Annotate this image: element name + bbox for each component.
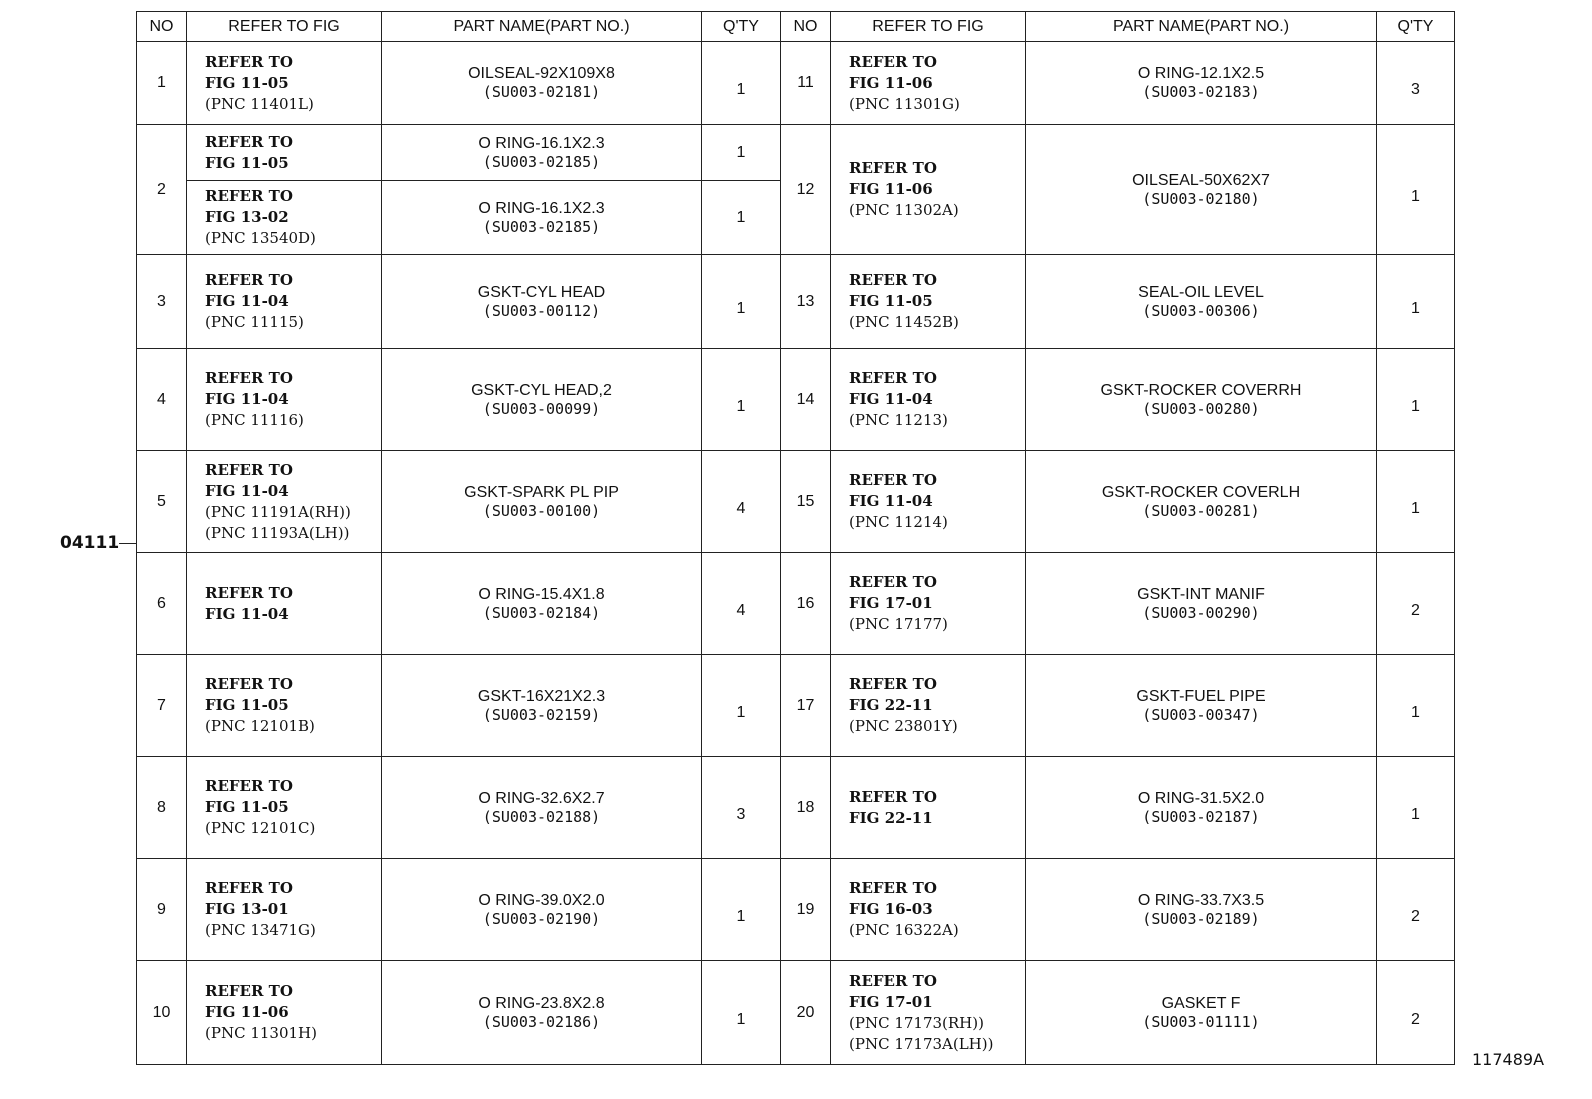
part-name: GASKET F	[1161, 994, 1241, 1012]
refer-line: REFER TO	[849, 675, 937, 693]
table-row	[137, 255, 1455, 349]
part-cell-right	[1026, 961, 1377, 1065]
qty-value: 1	[736, 1010, 746, 1028]
qty-cell-left: 1	[702, 125, 781, 181]
header-part-left: PART NAME(PART NO.)	[382, 12, 702, 42]
qty-value: 1	[736, 907, 746, 925]
refer-line: FIG 17-01	[849, 594, 933, 612]
part-number: (SU003-02189)	[1142, 909, 1260, 928]
refer-line: FIG 13-02	[205, 208, 289, 226]
refer-line: FIG 13-01	[205, 900, 289, 918]
item-no-right: 12	[781, 125, 831, 255]
item-no-right: 19	[781, 859, 831, 961]
part-number: (SU003-01111)	[1142, 1012, 1260, 1031]
qty-value: 1	[1411, 499, 1420, 517]
part-number: (SU003-00280)	[1142, 399, 1260, 418]
item-no-left: 6	[137, 553, 187, 655]
part-number: (SU003-02186)	[482, 1012, 601, 1031]
qty-value: 1	[1411, 397, 1420, 415]
item-no-left: 8	[137, 757, 187, 859]
item-no-left: 3	[137, 255, 187, 349]
pnc-code: (PNC 23801Y)	[849, 717, 958, 735]
part-cell-left	[382, 553, 702, 655]
part-number: (SU003-02190)	[482, 909, 601, 928]
refer-line: REFER TO	[205, 132, 293, 151]
part-cell-right	[1026, 349, 1377, 451]
part-name: GSKT-ROCKER COVERRH	[1100, 381, 1302, 399]
qty-cell-right	[1377, 553, 1455, 655]
pnc-code: (PNC 11301H)	[205, 1024, 317, 1042]
qty-value: 4	[736, 601, 746, 619]
qty-value: 1	[1411, 299, 1420, 317]
table-row	[137, 349, 1455, 451]
qty-cell-right	[1377, 451, 1455, 553]
header-no-right: NO	[781, 12, 831, 42]
qty-cell-right	[1377, 255, 1455, 349]
part-name: GSKT-ROCKER COVERLH	[1101, 483, 1301, 501]
table-row	[137, 655, 1455, 757]
item-no-left: 7	[137, 655, 187, 757]
part-name: GSKT-INT MANIF	[1137, 585, 1265, 603]
refer-cell-left	[187, 655, 382, 757]
refer-line: FIG 22-11	[849, 808, 933, 827]
part-cell-left	[382, 451, 702, 553]
part-cell-left	[382, 42, 702, 125]
refer-line: REFER TO	[205, 879, 293, 897]
item-no-right: 18	[781, 757, 831, 859]
item-no-left: 9	[137, 859, 187, 961]
item-no-left: 4	[137, 349, 187, 451]
qty-value: 1	[736, 299, 746, 317]
refer-cell-left	[187, 451, 382, 553]
header-part-right: PART NAME(PART NO.)	[1026, 12, 1377, 42]
refer-cell-right	[831, 757, 1026, 859]
qty-cell-right	[1377, 859, 1455, 961]
part-cell-right	[1026, 859, 1377, 961]
part-name: GSKT-CYL HEAD	[477, 283, 606, 301]
part-cell-right	[1026, 655, 1377, 757]
pnc-code: (PNC 12101B)	[205, 717, 315, 735]
part-number: (SU003-02181)	[482, 83, 601, 101]
qty-cell-right	[1377, 655, 1455, 757]
part-number: (SU003-00290)	[1142, 603, 1260, 622]
qty-value: 1	[1411, 703, 1420, 721]
part-cell-left	[382, 757, 702, 859]
header-row	[137, 12, 1455, 42]
part-name: SEAL-OIL LEVEL	[1138, 283, 1264, 301]
item-no-right: 11	[781, 42, 831, 125]
part-cell-right	[1026, 125, 1377, 255]
pnc-code: (PNC 11115)	[205, 313, 304, 331]
qty-cell-right	[1377, 349, 1455, 451]
qty-cell-left: 1	[702, 181, 781, 255]
refer-cell-right	[831, 859, 1026, 961]
refer-line: REFER TO	[849, 971, 937, 990]
pnc-code: (PNC 11191A(RH))	[205, 502, 351, 521]
pnc-code: (PNC 11401L)	[205, 94, 314, 113]
refer-cell-right	[831, 349, 1026, 451]
pnc-code: (PNC 17173A(LH))	[849, 1034, 994, 1053]
item-no-left: 2	[137, 125, 187, 255]
qty-cell-left	[702, 961, 781, 1065]
part-cell-left	[382, 859, 702, 961]
pnc-code: (PNC 11213)	[849, 411, 948, 429]
refer-line: REFER TO	[849, 879, 937, 897]
refer-cell-right	[831, 42, 1026, 125]
qty-value: 1	[1411, 805, 1420, 823]
pnc-code: (PNC 13540D)	[205, 229, 316, 247]
table-row	[137, 859, 1455, 961]
item-no-left: 10	[137, 961, 187, 1065]
part-name: GSKT-CYL HEAD,2	[471, 381, 612, 399]
refer-cell-left	[187, 349, 382, 451]
qty-cell-left	[702, 655, 781, 757]
pnc-code: (PNC 11301G)	[849, 94, 960, 113]
item-no-left: 5	[137, 451, 187, 553]
refer-line: REFER TO	[205, 52, 293, 71]
refer-line: REFER TO	[205, 271, 293, 289]
part-cell-right	[1026, 451, 1377, 553]
table-row	[137, 451, 1455, 553]
qty-cell-left	[702, 451, 781, 553]
refer-line: FIG 11-04	[849, 492, 933, 510]
refer-line: FIG 11-04	[849, 390, 933, 408]
pnc-code: (PNC 11302A)	[849, 201, 959, 219]
qty-cell-right	[1377, 961, 1455, 1065]
qty-cell-right	[1377, 757, 1455, 859]
part-cell-right	[1026, 553, 1377, 655]
part-name: O RING-33.7X3.5	[1137, 891, 1265, 909]
refer-cell-right	[831, 655, 1026, 757]
pnc-code: (PNC 11116)	[205, 411, 304, 429]
qty-cell-left	[702, 757, 781, 859]
item-no-left: 1	[137, 42, 187, 125]
part-number: (SU003-02180)	[1142, 189, 1260, 208]
refer-line: REFER TO	[849, 52, 937, 71]
qty-value: 1	[736, 81, 746, 98]
part-name: OILSEAL-92X109X8	[468, 65, 615, 82]
qty-cell-left	[702, 42, 781, 125]
part-number: (SU003-00099)	[482, 399, 601, 418]
table-row	[137, 553, 1455, 655]
refer-line: FIG 11-06	[849, 180, 933, 198]
drawing-id: 117489A	[1472, 1050, 1545, 1069]
part-cell-left	[382, 125, 702, 181]
refer-line: FIG 11-06	[849, 73, 933, 92]
table-row	[137, 961, 1455, 1065]
refer-line: REFER TO	[205, 583, 293, 602]
refer-line: REFER TO	[849, 159, 937, 177]
part-number: (SU003-00112)	[482, 301, 601, 320]
header-no-left: NO	[137, 12, 187, 42]
qty-cell-right	[1377, 125, 1455, 255]
refer-line: FIG 16-03	[849, 900, 933, 918]
refer-line: FIG 11-05	[205, 153, 289, 172]
part-number: (SU003-02159)	[482, 705, 601, 724]
refer-cell-right	[831, 553, 1026, 655]
qty-value: 4	[736, 499, 746, 517]
qty-cell-left	[702, 349, 781, 451]
table-row	[137, 125, 1455, 181]
qty-value: 1	[736, 703, 746, 721]
part-cell-right	[1026, 757, 1377, 859]
refer-line: FIG 11-04	[205, 292, 289, 310]
refer-cell-right	[831, 255, 1026, 349]
part-number: (SU003-02187)	[1142, 807, 1260, 826]
refer-cell-left	[187, 961, 382, 1065]
part-cell-left	[382, 655, 702, 757]
part-name: O RING-31.5X2.0	[1137, 789, 1265, 807]
part-name: O RING-16.1X2.3	[478, 134, 605, 152]
item-no-right: 15	[781, 451, 831, 553]
part-number: (SU003-00100)	[482, 501, 601, 520]
item-no-right: 17	[781, 655, 831, 757]
header-qty-left: Q'TY	[702, 12, 781, 42]
part-cell-left	[382, 349, 702, 451]
refer-cell-left	[187, 125, 382, 181]
part-cell-left	[382, 961, 702, 1065]
refer-line: REFER TO	[849, 573, 937, 591]
qty-cell-right	[1377, 42, 1455, 125]
refer-cell-right	[831, 961, 1026, 1065]
part-number: (SU003-00281)	[1142, 501, 1260, 520]
refer-cell-left	[187, 181, 382, 255]
part-number: (SU003-02183)	[1142, 83, 1260, 101]
part-number: (SU003-02185)	[482, 217, 601, 236]
refer-cell-left	[187, 553, 382, 655]
refer-line: REFER TO	[849, 271, 937, 289]
item-no-right: 13	[781, 255, 831, 349]
part-name: O RING-32.6X2.7	[478, 789, 605, 807]
part-name: O RING-16.1X2.3	[478, 199, 605, 217]
reference-label: 04111	[60, 533, 120, 553]
header-refer-right: REFER TO FIG	[831, 12, 1026, 42]
part-name: O RING-39.0X2.0	[478, 891, 605, 909]
pnc-code: (PNC 11452B)	[849, 313, 959, 331]
part-name: GSKT-FUEL PIPE	[1136, 687, 1266, 705]
qty-cell-left	[702, 859, 781, 961]
qty-value: 2	[1411, 1010, 1420, 1028]
part-number: (SU003-02185)	[482, 152, 601, 171]
refer-line: FIG 11-05	[205, 696, 289, 714]
part-name: GSKT-16X21X2.3	[477, 687, 606, 705]
refer-line: REFER TO	[849, 787, 937, 806]
refer-line: REFER TO	[205, 675, 293, 693]
refer-line: FIG 22-11	[849, 696, 933, 714]
header-qty-right: Q'TY	[1377, 12, 1455, 42]
parts-table-body	[137, 12, 1455, 1065]
qty-value: 2	[1411, 907, 1420, 925]
qty-value: 1	[736, 397, 746, 415]
qty-value: 3	[736, 805, 746, 823]
refer-line: REFER TO	[205, 460, 293, 479]
pnc-code: (PNC 11193A(LH))	[205, 523, 350, 542]
refer-cell-right	[831, 125, 1026, 255]
refer-line: FIG 11-04	[205, 390, 289, 408]
refer-line: FIG 11-05	[205, 798, 289, 816]
refer-line: FIG 11-04	[205, 604, 289, 623]
part-cell-left	[382, 181, 702, 255]
refer-cell-left	[187, 42, 382, 125]
part-cell-right	[1026, 255, 1377, 349]
part-number: (SU003-00306)	[1142, 301, 1260, 320]
pnc-code: (PNC 11214)	[849, 513, 948, 531]
part-name: O RING-12.1X2.5	[1137, 65, 1265, 82]
part-name: O RING-15.4X1.8	[478, 585, 605, 603]
qty-cell-left	[702, 255, 781, 349]
pnc-code: (PNC 17173(RH))	[849, 1013, 984, 1032]
part-number: (SU003-02184)	[482, 603, 601, 622]
reference-leader-line	[119, 543, 136, 544]
item-no-right: 14	[781, 349, 831, 451]
refer-line: REFER TO	[205, 187, 293, 205]
refer-line: REFER TO	[205, 777, 293, 795]
qty-value: 2	[1411, 601, 1420, 619]
refer-line: REFER TO	[849, 369, 937, 387]
refer-line: FIG 11-06	[205, 1003, 289, 1021]
refer-cell-left	[187, 255, 382, 349]
item-no-right: 20	[781, 961, 831, 1065]
qty-value: 3	[1411, 81, 1420, 98]
parts-table	[136, 11, 1455, 1065]
part-cell-left	[382, 255, 702, 349]
part-name: O RING-23.8X2.8	[478, 994, 605, 1012]
refer-line: REFER TO	[205, 982, 293, 1000]
part-name: OILSEAL-50X62X7	[1132, 171, 1270, 189]
refer-line: REFER TO	[205, 369, 293, 387]
part-cell-right	[1026, 42, 1377, 125]
refer-line: FIG 11-04	[205, 481, 289, 500]
header-refer-left: REFER TO FIG	[187, 12, 382, 42]
table-row	[137, 42, 1455, 125]
qty-cell-left	[702, 553, 781, 655]
item-no-right: 16	[781, 553, 831, 655]
pnc-code: (PNC 12101C)	[205, 819, 316, 837]
part-number: (SU003-02188)	[482, 807, 601, 826]
refer-cell-left	[187, 757, 382, 859]
refer-line: FIG 17-01	[849, 992, 933, 1011]
refer-line: REFER TO	[849, 471, 937, 489]
part-number: (SU003-00347)	[1142, 705, 1260, 724]
pnc-code: (PNC 13471G)	[205, 921, 316, 939]
table-row	[137, 757, 1455, 859]
refer-cell-right	[831, 451, 1026, 553]
qty-value: 1	[1411, 187, 1420, 205]
refer-cell-left	[187, 859, 382, 961]
refer-line: FIG 11-05	[849, 292, 933, 310]
part-name: GSKT-SPARK PL PIP	[464, 483, 619, 501]
pnc-code: (PNC 16322A)	[849, 921, 959, 939]
refer-line: FIG 11-05	[205, 73, 289, 92]
pnc-code: (PNC 17177)	[849, 615, 948, 633]
